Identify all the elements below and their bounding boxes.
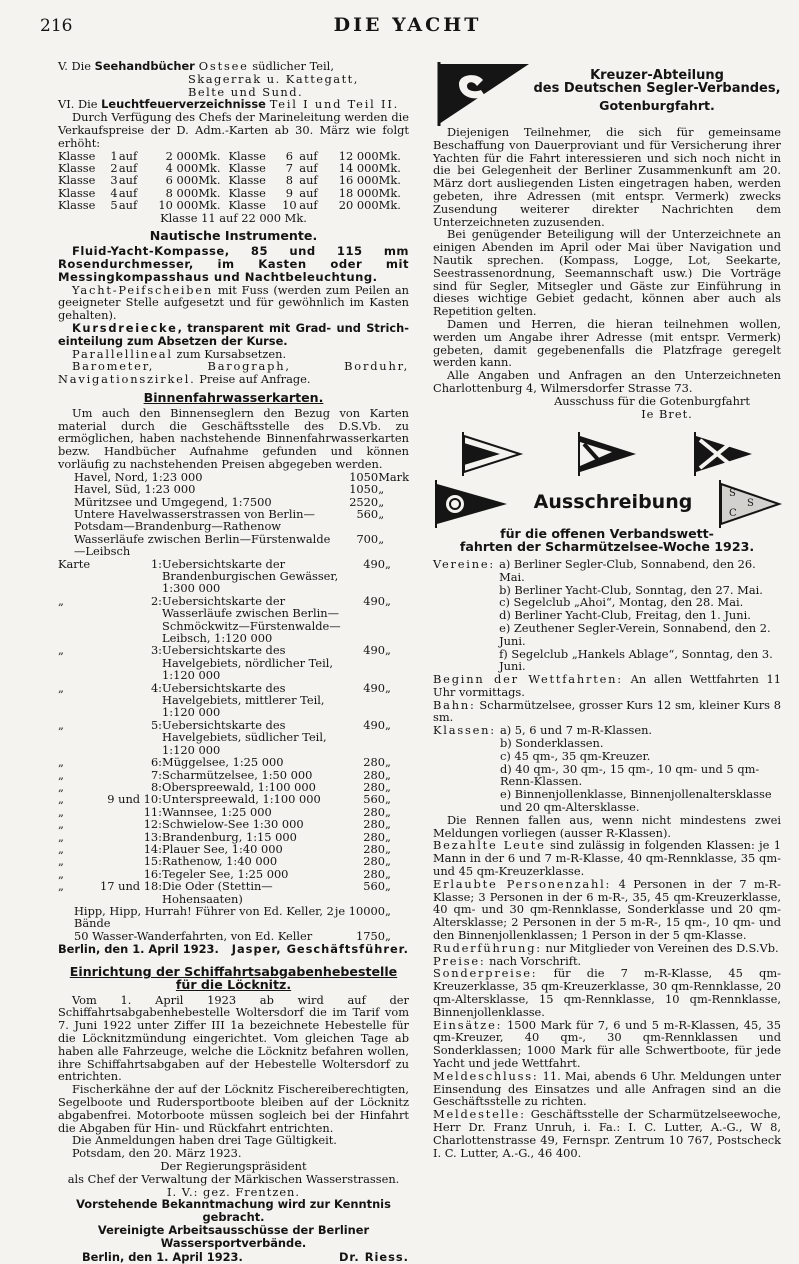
karte-unit: „ bbox=[385, 829, 391, 844]
karte-label: „ bbox=[58, 866, 64, 881]
klasse-cell: 2 bbox=[110, 160, 118, 175]
signature-line: Berlin, den 1. April 1923. Dr. Riess. bbox=[82, 1249, 409, 1264]
klasse-cell: Klasse bbox=[228, 148, 266, 163]
verein-entry: d) Berliner Yacht-Club, Freitag, den 1. Juni. bbox=[499, 608, 751, 623]
verein-entry: a) Berliner Segler-Club, Sonnabend, den 26. Mai. bbox=[499, 556, 756, 584]
vereine-list: Vereine: a) Berliner Segler-Club, Sonnabend, den 26. Mai. b) Berliner Yacht-Club, Sonntag, den 27. Mai. c) Segelclub „Ahoi“, Montag, den 28. Mai. d) Berliner Yacht-Club, Freitag, den 1. Juni. e) Zeuthener Segler-Verein, Sonnabend, den 2. Juni. f) Segelclub „Hankels Ablage“, Sonntag, den 3. Juni. bbox=[433, 558, 781, 673]
klasse-cell: auf bbox=[118, 173, 138, 188]
burgee-letters-icon bbox=[717, 480, 781, 528]
karte-label: „ bbox=[58, 779, 64, 794]
klasse-cell: Mk. bbox=[378, 173, 401, 188]
karte-unit: „ bbox=[385, 593, 391, 608]
klasse-cell: auf bbox=[299, 148, 318, 163]
karte-number: 6: bbox=[150, 755, 163, 770]
karte-name: Tegeler See, 1:25 000 bbox=[162, 866, 289, 881]
burgee-red-triangle-icon bbox=[460, 432, 522, 476]
klasse-cell: auf bbox=[299, 198, 318, 213]
karte-name: Uebersichtskarte des Havelgebiets, südlicher Teil, 1:120 000 bbox=[162, 717, 327, 757]
signature-line: Berlin, den 1. April 1923. Jasper, Geschäftsführer. bbox=[58, 942, 409, 957]
page-header bbox=[40, 14, 775, 38]
karte-unit: „ bbox=[378, 494, 385, 509]
verein-entry: f) Segelclub „Hankels Ablage“, Sonntag, den 3. Juni. bbox=[499, 646, 773, 674]
klasse-cell: auf bbox=[118, 148, 138, 163]
verein-entry: e) Zeuthener Segler-Verein, Sonnabend, den 2. Juni. bbox=[499, 620, 771, 648]
karte-price: 280 bbox=[363, 755, 385, 770]
price-notice: Durch Verfügung des Chefs der Marineleitung werden die Verkaufspreise der D. Adm.-Karten ab 30. März wie folgt erhöht: bbox=[58, 110, 409, 150]
karte-price: 280 bbox=[363, 779, 385, 794]
klasse-cell: 9 bbox=[285, 185, 294, 200]
karte-price: 490 bbox=[363, 680, 385, 695]
klasse-cell: Klasse bbox=[228, 185, 266, 200]
karte-name: Müggelsee, 1:25 000 bbox=[162, 755, 284, 770]
section-heading: Nautische Instrumente. bbox=[149, 228, 318, 244]
karte-label: „ bbox=[58, 841, 64, 856]
karte-name: Wasserläufe zwischen Berlin—Fürstenwalde—Leibsch bbox=[74, 531, 331, 559]
karte-number: 9 und 10: bbox=[107, 792, 163, 807]
seehandbuecher-section: V. Die Seehandbücher Ostsee südlicher Teil, Skagerrak u. Kattegatt, Belte und Sund. VI. Die Leuchtfeuerverzeichnisse Teil I und Teil II. Durch Verfügung des Chefs der Marineleitung werden die Verkaufspreise der D. Adm.-Karten ab 30. März wie folgt erhöht: Klasse 1 auf 2 000 Mk. Klasse 6 auf 12 000 Mk. Klasse 2 auf 4 000 Mk. Klasse 7 auf 14 000 Mk. Klasse 3 auf 6 000 Mk. Klasse 8 auf 16 000 Mk. Klasse 4 auf 8 000 Mk. Klasse 9 auf 18 000 Mk. Klasse 5 auf 10 000 Mk. Klasse 10 auf 20 000 Mk. Klasse 11 auf 22 000 Mk. bbox=[58, 59, 409, 225]
klasse-entry: a) 5, 6 und 7 m-R-Klassen. bbox=[499, 723, 653, 738]
karte-number: 14: bbox=[143, 841, 163, 856]
burgee-letter: S bbox=[747, 498, 754, 510]
klasse-cell: Klasse bbox=[58, 173, 96, 188]
karte-unit: „ bbox=[378, 531, 385, 546]
karte-price: 560 bbox=[363, 792, 385, 807]
karte-price: 1050 bbox=[349, 469, 379, 484]
karte-label: „ bbox=[58, 879, 64, 894]
klasse-cell: 18 000 bbox=[338, 185, 379, 200]
burgee-letter: S bbox=[729, 488, 736, 500]
verein-entry: b) Berliner Yacht-Club, Sonntag, den 27. Mai. bbox=[499, 582, 763, 597]
klasse-cell: Mk. bbox=[198, 160, 221, 175]
karte-unit: „ bbox=[385, 841, 391, 856]
karte-name: Rathenow, 1:40 000 bbox=[162, 854, 278, 869]
karte-row bbox=[58, 756, 409, 768]
karte-number: 4: bbox=[150, 680, 163, 695]
karte-unit: „ bbox=[385, 879, 391, 894]
klasse-cell: 12 000 bbox=[338, 148, 379, 163]
karte-number: 13: bbox=[143, 829, 163, 844]
karte-unit: „ bbox=[385, 866, 391, 881]
kreuzer-abteilung-section: Kreuzer-Abteilung des Deutschen Segler-Verbandes, Gotenburgfahrt. Diejenigen Teilnehmer, die sich für gemeinsame Beschaffung von Dauerproviant und für Versicherung ihrer Yachten für die Fahrt interessieren und sich noch nicht in die bei Gelegenheit der Berliner Zusammenkunft am 20. März dort ausliegenden Listen eingetragen haben, werden gebeten, ihre Adressen (mit entspr. Vermerk) zwecks Zusendung weiterer direkter Nachrichten dem Unterzeichneten zuzusenden. Bei genügender Beteiligung will der Unterzeichnete an einigen Abenden im April oder Mai über Navigation und Nautik sprechen. (Kompass, Logge, Lot, Seekarte, Seestrassenordnung, Seemannschaft usw.) Die Vorträge sind für Segler, Mitsegler und Gäste zur Einführung in dieses wichtige Gebiet gedacht, können aber auch als Repetition gelten. Damen und Herren, die hieran teilnehmen wollen, werden um Angabe ihrer Adresse (mit entspr. Vermerk) gebeten, damit gegebenenfalls die Platzfrage geregelt werden kann. Alle Angaben und Anfragen an den Unterzeichneten Charlottenburg 4, Wilmersdorfer Strasse 73. Ausschuss für die Gotenburgfahrt Ie Bret. bbox=[433, 60, 781, 420]
karte-price: 280 bbox=[363, 817, 385, 832]
klasse-row bbox=[58, 174, 409, 186]
karten-numbered-table bbox=[58, 558, 409, 905]
karte-name: Uebersichtskarte der Brandenburgischen Gewässer, 1:300 000 bbox=[162, 556, 339, 596]
klasse-cell: Klasse bbox=[58, 198, 96, 213]
schiffahrtsabgaben-section: Einrichtung der Schiffahrtsabgabenhebestelle für die Löcknitz. Vom 1. April 1923 ab wird auf der Schiffahrtsabgabenhebestelle Woltersdorf die im Tarif vom 7. Juni 1922 unter Ziffer III 1a bezeichnete Hebestelle für die Löcknitzmündung eingerichtet. Vom gleichen Tage ab haben alle Fahrzeuge, welche die Löcknitz befahren wollen, ihre Schiffahrtsabgaben auf der Hebestelle Woltersdorf zu entrichten. Fischerkähne der auf der Löcknitz Fischereiberechtigten, Segelboote und Rudersportboote bleiben auf der Löcknitz abgabenfrei. Motorboote müssen sogleich bei der Hinfahrt die Abgaben für Hin- und Rückfahrt entrichten. Die Anmeldungen haben drei Tage Gültigkeit. Potsdam, den 20. März 1923. Der Regierungspräsident als Chef der Verwaltung der Märkischen Wasserstrassen. I. V.: gez. Frentzen. Vorstehende Bekanntmachung wird zur Kenntnis gebracht. Vereinigte Arbeitsausschüsse der Berliner Wassersportverbände. Berlin, den 1. April 1923. Dr. Riess. bbox=[58, 963, 409, 1264]
ausschreibung-section: Ausschreibung S C S für die offenen Verbandswett- fahrten der Scharmützelsee-Woche 1923. Vereine: a) Berliner Segler-Club, Sonnabend, den 26. Mai. b) Berliner Yacht-Club, Sonntag, den 27. Mai. c) Segelclub „Ahoi“, Montag, den 28. Mai. d) Berliner Yacht-Club, Freitag, den 1. Juni. e) Zeuthener Segler-Verein, Sonnabend, den 2. Juni. f) Segelclub „Hankels Ablage“, Sonntag, den 3. Juni. Beginn der Wettfahrten: An allen Wettfahrten 11 Uhr vormittags. Bahn: Scharmützelsee, grosser Kurs 12 sm, kleiner Kurs 8 sm. Klassen: a) 5, 6 und 7 m-R-Klassen. b) Sonderklassen. c) 45 qm-, 35 qm-Kreuzer. d) 40 qm-, 30 qm-, 15 qm-, 10 qm- und 5 qm-Renn-Klassen. e) Binnenjollenklasse, Binnenjollenaltersklasse und 20 qm-Altersklasse. Die Rennen fallen aus, wenn nicht mindestens zwei Meldungen vorliegen (ausser R-Klassen). Bezahlte Leute sind zulässig in folgenden Klassen: je 1 Mann in der 6 und 7 m-R-Klasse, 40 qm-Rennklasse, 35 qm- und 45 qm-Kreuzerklasse. Erlaubte Personenzahl: 4 Personen in der 7 m-R-Klasse; 3 Personen in der 6 m-R-, 35, 45 qm-Kreuzerklasse, 40 qm- und 30 qm-Rennklasse, Sonderklasse und 20 qm-Altersklasse; 2 Personen in der 5 m-R-, 15 qm-, 10 qm- und den Binnenjollenklassen; 1 Person in der 5 qm-Klasse. Ruderführung: nur Mitglieder von Vereinen des D.S.Vb. Preise: nach Vorschrift. Sonderpreise: für die 7 m-R-Klasse, 45 qm-Kreuzerklasse, 35 qm-Kreuzerklasse, 30 qm-Rennklasse, 20 qm-Altersklasse, 15 qm-Rennklasse, 10 qm-Rennklasse, Binnenjollenklasse. Einsätze: 1500 Mark für 7, 6 und 5 m-R-Klassen, 45, 35 qm-Kreuzer, 40 qm-, 30 qm-Rennklassen und Sonderklassen; 1000 Mark für alle Schwertboote, für jede Yacht und jede Wettfahrt. Meldeschluss: 11. Mai, abends 6 Uhr. Meldungen unter Einsendung des Einsatzes und alle Anfragen sind an die Geschäftsstelle zu richten. Meldestelle: Geschäftsstelle der Scharmützelseewoche, Herr Dr. Franz Unruh, i. Fa.: I. C. Lutter, A.-G., W 8, Charlottenstrasse 49, Fernspr. Zentrum 10 767, Postscheck I. C. Lutter, A.-G., 46 400. bbox=[433, 480, 781, 1159]
karte-unit: „ bbox=[385, 854, 391, 869]
karte-row bbox=[58, 483, 409, 495]
karte-row bbox=[58, 644, 409, 681]
karte-price: 560 bbox=[356, 506, 379, 521]
klasse-cell: Mk. bbox=[378, 185, 401, 200]
karte-label: „ bbox=[58, 767, 64, 782]
burgee-letter: C bbox=[729, 508, 737, 520]
klasse-entry: b) Sonderklassen. bbox=[499, 736, 604, 751]
karte-name: Die Oder (Stettin—Hohensaaten) bbox=[162, 879, 273, 906]
karte-row bbox=[58, 719, 409, 756]
karte-row bbox=[58, 930, 409, 942]
klasse-cell: Klasse bbox=[58, 160, 96, 175]
klasse-entry: d) 40 qm-, 30 qm-, 15 qm-, 10 qm- und 5 qm-Renn-Klassen. bbox=[499, 761, 760, 789]
klasse-cell: auf bbox=[299, 160, 318, 175]
klasse-cell: auf bbox=[118, 185, 138, 200]
karte-price: 280 bbox=[363, 804, 385, 819]
karte-unit: „ bbox=[385, 680, 391, 695]
karte-name: Schwielow-See 1:30 000 bbox=[162, 817, 304, 832]
karte-number: 15: bbox=[143, 854, 163, 869]
karte-name: Oberspreewald, 1:100 000 bbox=[162, 779, 316, 794]
klasse-cell: 6 bbox=[285, 148, 294, 163]
karte-price: je 10000 bbox=[334, 903, 385, 918]
karten-price-table bbox=[58, 471, 409, 558]
karte-unit: „ bbox=[385, 717, 391, 732]
klasse-cell: 2 000 bbox=[165, 148, 199, 163]
karte-name: Scharmützelsee, 1:50 000 bbox=[162, 767, 313, 782]
klasse-cell: 7 bbox=[285, 160, 294, 175]
karte-number: 17 und 18: bbox=[100, 879, 163, 894]
klasse-cell: 14 000 bbox=[338, 160, 379, 175]
klasse-cell: Klasse bbox=[58, 185, 96, 200]
nautische-instrumente-section: Nautische Instrumente. Fluid-Yacht-Kompasse, 85 und 115 mm Rosendurchmesser, im Kasten oder mit Messingkompasshaus und Nachtbeleuchtung. Yacht-Peifscheiben mit Fuss (werden zum Peilen an geeigneter Stelle aufgesetzt und für gewöhnlich im Kasten gehalten). Kursdreiecke, transparent mit Grad- und Strich-einteilung zum Absetzen der Kurse. Parallellineal zum Kursabsetzen. Barometer, Barograph, Borduhr, Navigationszirkel. Preise auf Anfrage. bbox=[58, 228, 409, 387]
karte-unit: „ bbox=[385, 767, 391, 782]
karte-label: Karte bbox=[58, 556, 91, 571]
karte-name: Uebersichtskarte der Wasserläufe zwischen Berlin—Schmöckwitz—Fürstenwalde—Leibsch, 1:120 000 bbox=[162, 593, 341, 646]
klasse-cell: 6 000 bbox=[165, 173, 199, 188]
karte-label: „ bbox=[58, 854, 64, 869]
karte-unit: „ bbox=[385, 804, 391, 819]
dsv-burgee-icon bbox=[433, 60, 533, 126]
karte-row bbox=[58, 558, 409, 595]
karte-price: 700 bbox=[356, 531, 379, 546]
karte-label: „ bbox=[58, 680, 64, 695]
buecher-price-table bbox=[58, 905, 409, 942]
klasse-cell: 8 bbox=[285, 173, 294, 188]
klasse-cell: 4 bbox=[110, 185, 118, 200]
klasse-cell: 10 bbox=[282, 198, 297, 213]
karte-name: Brandenburg, 1:15 000 bbox=[162, 829, 297, 844]
karte-label: „ bbox=[58, 817, 64, 832]
karte-price: 280 bbox=[363, 841, 385, 856]
karte-label: „ bbox=[58, 593, 64, 608]
karte-label: „ bbox=[58, 643, 64, 658]
klasse-row bbox=[58, 199, 409, 211]
klasse-cell: Mk. bbox=[198, 173, 221, 188]
klasse-cell: Mk. bbox=[198, 148, 221, 163]
burgee-round-badge-icon bbox=[433, 480, 509, 528]
klasse-cell: auf bbox=[118, 160, 138, 175]
karte-price: 1050 bbox=[349, 482, 379, 497]
klasse-cell: Mk. bbox=[198, 185, 221, 200]
ausschreibung-title: Ausschreibung bbox=[533, 490, 693, 513]
klasse-cell: 1 bbox=[110, 148, 118, 163]
klasse-cell: 16 000 bbox=[338, 173, 379, 188]
karte-number: 11: bbox=[143, 804, 163, 819]
karte-price: 490 bbox=[363, 556, 385, 571]
left-column bbox=[58, 59, 409, 1264]
klasse-cell: auf bbox=[299, 185, 318, 200]
verein-entry: c) Segelclub „Ahoi“, Montag, den 28. Mai. bbox=[499, 595, 744, 610]
karte-name: 50 Wasser-Wanderfahrten, von Ed. Keller bbox=[74, 928, 313, 943]
klasse-cell: 20 000 bbox=[338, 198, 379, 213]
karte-number: 12: bbox=[143, 817, 163, 832]
karte-label: „ bbox=[58, 755, 64, 770]
karte-row bbox=[58, 880, 409, 905]
karte-unit: „ bbox=[385, 779, 391, 794]
karte-name: Untere Havelwasserstrassen von Berlin—Potsdam—Brandenburg—Rathenow bbox=[74, 506, 315, 534]
karte-unit: „ bbox=[378, 482, 385, 497]
karte-row bbox=[58, 818, 409, 830]
klasse-cell: Mk. bbox=[378, 148, 401, 163]
karte-price: 280 bbox=[363, 829, 385, 844]
karte-price: 490 bbox=[363, 717, 385, 732]
karte-unit: „ bbox=[385, 556, 391, 571]
karte-price: 280 bbox=[363, 866, 385, 881]
karte-label: „ bbox=[58, 717, 64, 732]
karte-name: Havel, Nord, 1:23 000 bbox=[74, 469, 203, 484]
karte-row bbox=[58, 855, 409, 867]
klasse-cell: Klasse bbox=[58, 148, 96, 163]
klasse-11: Klasse 11 auf 22 000 Mk. bbox=[160, 210, 307, 225]
karte-row bbox=[58, 905, 409, 930]
klasse-entry: e) Binnenjollenklasse, Binnenjollenaltersklasse und 20 qm-Altersklasse. bbox=[499, 787, 772, 815]
karte-unit: „ bbox=[385, 817, 391, 832]
karte-name: Plauer See, 1:40 000 bbox=[162, 841, 283, 856]
klasse-cell: Mk. bbox=[378, 198, 401, 213]
karte-number: 3: bbox=[150, 643, 163, 658]
karte-price: 490 bbox=[363, 643, 385, 658]
karte-name: Unterspreewald, 1:100 000 bbox=[162, 792, 321, 807]
magazine-title: DIE YACHT bbox=[333, 14, 482, 36]
karte-row bbox=[58, 533, 409, 558]
klasse-cell: auf bbox=[118, 198, 138, 213]
right-column bbox=[433, 60, 781, 1160]
karte-unit: „ bbox=[385, 643, 391, 658]
karte-number: 8: bbox=[150, 779, 163, 794]
klasse-entry: c) 45 qm-, 35 qm-Kreuzer. bbox=[499, 748, 651, 763]
klasse-cell: Klasse bbox=[228, 173, 266, 188]
karte-price: 280 bbox=[363, 854, 385, 869]
page-number: 216 bbox=[40, 16, 73, 36]
karte-name: Uebersichtskarte des Havelgebiets, mittlerer Teil, 1:120 000 bbox=[162, 680, 325, 720]
karte-number: 2: bbox=[150, 593, 163, 608]
klasse-cell: Mk. bbox=[198, 198, 221, 213]
karte-number: 5: bbox=[150, 717, 163, 732]
karte-price: 560 bbox=[363, 879, 385, 894]
klasse-cell: Klasse bbox=[228, 198, 266, 213]
karte-unit: „ bbox=[378, 506, 385, 521]
karte-price: 490 bbox=[363, 593, 385, 608]
binnenfahrwasserkarten-section: Binnenfahrwasserkarten. Um auch den Binnenseglern den Bezug von Karten material durch die Geschäftsstelle des D.S.Vb. zu ermöglichen, haben nachstehende Binnenfahrwasserkarten bezw. Handbücher Aufnahme gefunden und können vorläufig zu nachstehenden Preisen abgegeben werden. Havel, Nord, 1:23 000 1050 Mark Havel, Süd, 1:23 000 1050 „ Müritzsee und Umgegend, 1:7500 2520 „ Untere Havelwasserstrassen von Berlin—Potsdam—Brandenburg—Rathenow 560 „ Wasserläufe zwischen Berlin—Fürstenwalde—Leibsch 700 „ Karte 1: Uebersichtskarte der Brandenburgischen Gewässer, 1:300 000 490 „ „ 2: Uebersichtskarte der Wasserläufe zwischen Berlin—Schmöckwitz—Fürstenwalde—Leibsch, 1:120 000 490 „ „ 3: Uebersichtskarte des Havelgebiets, nördlicher Teil, 1:120 000 490 „ „ 4: Uebersichtskarte des Havelgebiets, mittlerer Teil, 1:120 000 490 „ „ 5: Uebersichtskarte des Havelgebiets, südlicher Teil, 1:120 000 490 „ „ 6: Müggelsee, 1:25 000 280 „ „ 7: Scharmützelsee, 1:50 000 280 „ „ 8: Oberspreewald, 1:100 000 280 „ „ 9 und 10: Unterspreewald, 1:100 000 560 „ „ 11: Wannsee, 1:25 000 280 „ „ 12: Schwielow-See 1:30 000 280 „ „ 13: Brandenburg, 1:15 000 280 „ „ 14: Plauer See, 1:40 000 280 „ „ 15: Rathenow, 1:40 000 280 „ „ 16: Tegeler See, 1:25 000 280 „ „ 17 und 18: Die Oder (Stettin—Hohensaaten) 560 „ Hipp, Hipp, Hurrah! Führer von Ed. Keller, 2 Bände je 10000 „ 50 Wasser-Wanderfahrten, von Ed. Keller 1750 „ Berlin, den 1. April 1923. Jasper, Geschäftsführer. bbox=[58, 389, 409, 957]
karte-label: „ bbox=[58, 792, 64, 807]
karte-price: 1750 bbox=[356, 928, 385, 943]
karte-name: Hipp, Hipp, Hurrah! Führer von Ed. Keller, 2 Bände bbox=[74, 903, 334, 931]
klasse-cell: 3 bbox=[110, 173, 118, 188]
karte-row bbox=[58, 793, 409, 805]
karte-name: Wannsee, 1:25 000 bbox=[162, 804, 272, 819]
karte-label: „ bbox=[58, 804, 64, 819]
karte-name: Havel, Süd, 1:23 000 bbox=[74, 482, 196, 497]
karte-unit: „ bbox=[385, 792, 391, 807]
karte-unit: „ bbox=[385, 755, 391, 770]
karte-price: 2520 bbox=[349, 494, 379, 509]
karte-name: Müritzsee und Umgegend, 1:7500 bbox=[74, 494, 272, 509]
karte-price: 280 bbox=[363, 767, 385, 782]
section-heading: Binnenfahrwasserkarten. bbox=[143, 389, 324, 405]
klasse-cell: Klasse bbox=[228, 160, 266, 175]
karte-unit: „ bbox=[385, 928, 391, 943]
klasse-cell: auf bbox=[299, 173, 318, 188]
klasse-cell: 10 000 bbox=[158, 198, 199, 213]
burgee-diagonal-cross-icon bbox=[576, 432, 638, 476]
klasse-cell: 8 000 bbox=[165, 185, 199, 200]
karte-row bbox=[58, 682, 409, 719]
karte-unit: Mark bbox=[378, 469, 409, 484]
klassen-table bbox=[58, 150, 409, 212]
karte-number: 1: bbox=[150, 556, 163, 571]
karte-unit: „ bbox=[385, 903, 391, 918]
klasse-cell: Mk. bbox=[378, 160, 401, 175]
karte-row bbox=[58, 508, 409, 533]
karte-number: 16: bbox=[143, 866, 163, 881]
burgee-saltire-icon bbox=[692, 432, 754, 476]
karte-number: 7: bbox=[150, 767, 163, 782]
klasse-cell: 5 bbox=[110, 198, 118, 213]
karte-label: „ bbox=[58, 829, 64, 844]
karte-row bbox=[58, 595, 409, 645]
karte-name: Uebersichtskarte des Havelgebiets, nördlicher Teil, 1:120 000 bbox=[162, 643, 334, 683]
klasse-cell: 4 000 bbox=[165, 160, 199, 175]
klassen-list: Klassen: a) 5, 6 und 7 m-R-Klassen. b) Sonderklassen. c) 45 qm-, 35 qm-Kreuzer. d) 40 qm-, 30 qm-, 15 qm-, 10 qm- und 5 qm-Renn-Klassen. e) Binnenjollenklasse, Binnenjollenaltersklasse und 20 qm-Altersklasse. bbox=[433, 724, 781, 814]
